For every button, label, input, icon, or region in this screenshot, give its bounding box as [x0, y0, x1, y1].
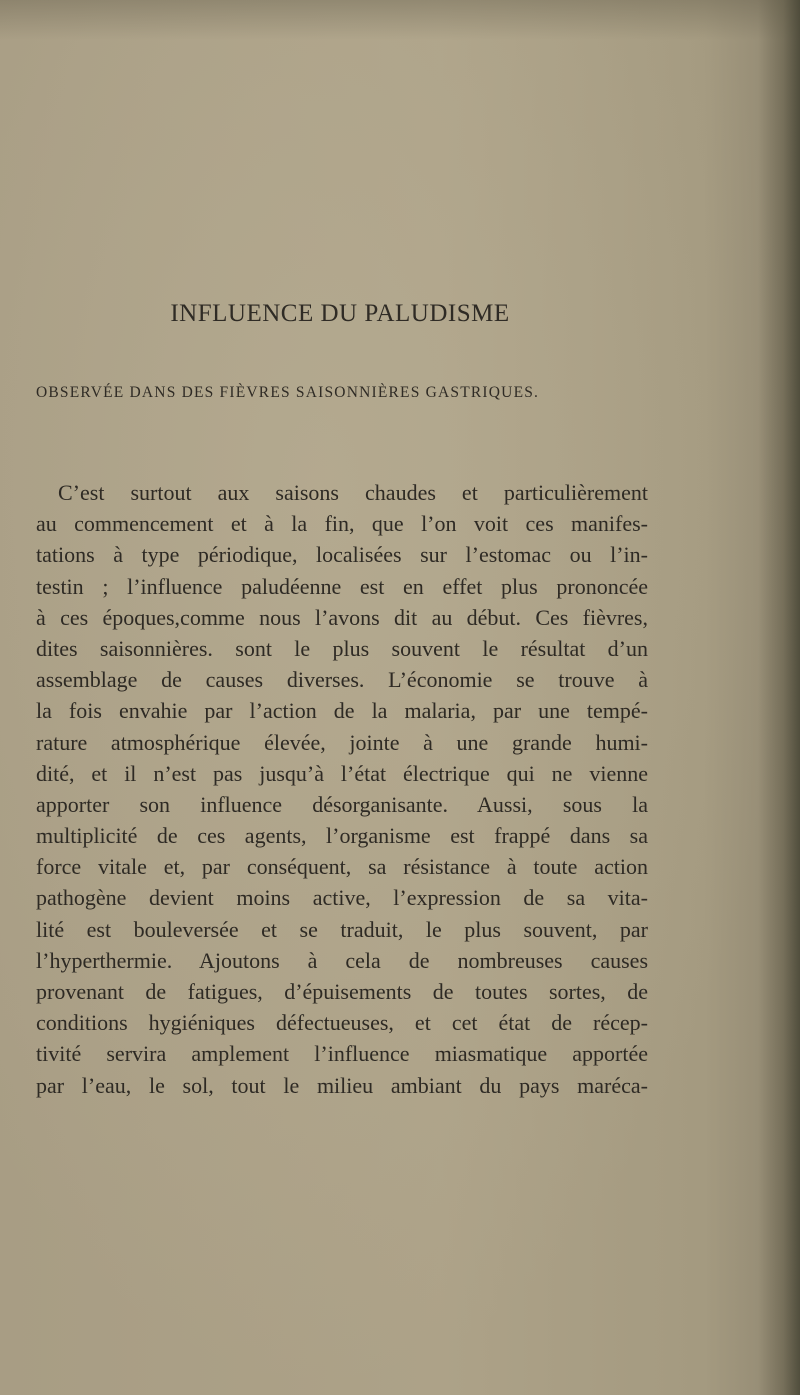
text-line: multiplicité de ces agents, l’organisme est frappé dans sa: [36, 823, 648, 849]
text-line: apporter son influence désorganisante. Aussi, sous la: [36, 791, 648, 817]
page-right-edge-shadow: [758, 0, 800, 1395]
text-line: conditions hygiéniques défectueuses, et cet état de récep-: [36, 1010, 648, 1036]
text-line: tations à type périodique, localisées sur l’estomac ou l’in-: [36, 542, 648, 568]
page-title: INFLUENCE DU PALUDISME: [170, 300, 510, 327]
text-line: C’est surtout aux saisons chaudes et particulièrement: [58, 480, 648, 505]
text-line: au commencement et à la fin, que l’on voit ces manifes-: [36, 511, 648, 537]
text-line: dites saisonnières. sont le plus souvent le résultat d’un: [36, 635, 648, 661]
text-line: tivité servira amplement l’influence miasmatique apportée: [36, 1041, 648, 1067]
text-line: assemblage de causes diverses. L’économie se trouve à: [36, 667, 648, 693]
page-top-shadow: [0, 0, 800, 40]
text-line: force vitale et, par conséquent, sa résistance à toute action: [36, 854, 648, 880]
text-line: par l’eau, le sol, tout le milieu ambiant du pays maréca-: [36, 1072, 648, 1098]
text-line: rature atmosphérique élevée, jointe à une grande humi-: [36, 729, 648, 755]
page-subtitle: OBSERVÉE DANS DES FIÈVRES SAISONNIÈRES GASTRIQUES.: [36, 384, 540, 401]
text-line: provenant de fatigues, d’épuisements de toutes sortes, de: [36, 979, 648, 1004]
text-line: l’hyperthermie. Ajoutons à cela de nombreuses causes: [36, 947, 648, 973]
text-line: pathogène devient moins active, l’expression de sa vita-: [36, 885, 648, 911]
text-line: la fois envahie par l’action de la malaria, par une tempé-: [36, 698, 648, 724]
text-line: à ces époques,comme nous l’avons dit au début. Ces fièvres,: [36, 604, 648, 630]
text-line: testin ; l’influence paludéenne est en effet plus prononcée: [36, 573, 648, 599]
text-line: dité, et il n’est pas jusqu’à l’état électrique qui ne vienne: [36, 760, 648, 786]
text-line: lité est bouleversée et se traduit, le plus souvent, par: [36, 916, 648, 942]
body-paragraph: [36, 477, 648, 1101]
